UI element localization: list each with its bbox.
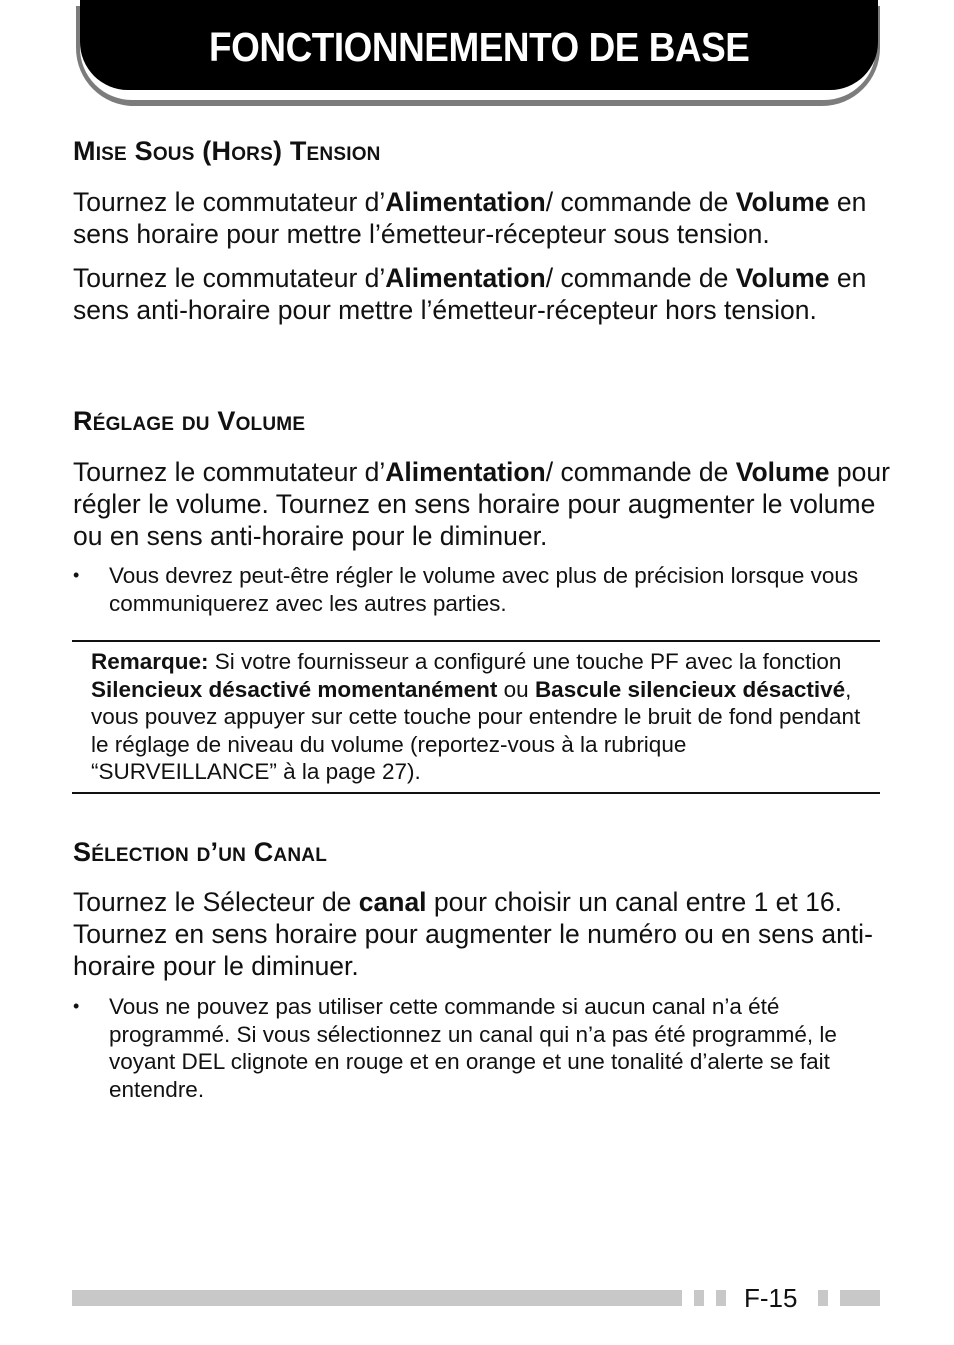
power-on-paragraph: Tournez le commutateur d’Alimentation/ commande de Volume en sens horaire pour mettre l’émetteur-récepteur sous tension. [73,187,867,249]
page-title: FONCTIONNEMENTO DE BASE [208,23,750,70]
bullet-text: Vous ne pouvez pas utiliser cette commande si aucun canal n’a été programmé. Si vous sélectionnez un canal qui n’a pas été programmé, le voyant DEL clignote en rouge et en orange et une tonalité d’alerte se fait entendre. [109,994,837,1102]
footer-bar-left [72,1290,682,1306]
bullet-marker: • [73,565,80,585]
bullet-marker: • [73,996,80,1016]
note-box [72,640,880,794]
footer-square [716,1290,726,1306]
footer-square [818,1290,828,1306]
power-off-paragraph: Tournez le commutateur d’Alimentation/ commande de Volume en sens anti-horaire pour mettre l’émetteur-récepteur hors tension. [73,263,867,325]
section-heading-power: Mise Sous (Hors) Tension [73,136,381,166]
footer-square [694,1290,704,1306]
footer-bar-right [840,1290,880,1306]
channel-paragraph: Tournez le Sélecteur de canal pour choisir un canal entre 1 et 16. Tournez en sens horaire pour augmenter le numéro ou en sens anti-horaire pour le diminuer. [73,887,873,981]
section-heading-volume: Réglage du Volume [73,406,306,436]
volume-paragraph: Tournez le commutateur d’Alimentation/ commande de Volume pour régler le volume. Tournez en sens horaire pour augmenter le volume ou en sens anti-horaire pour le diminuer. [73,457,890,551]
section-heading-channel: Sélection d’un Canal [73,837,328,867]
header-banner [80,0,878,90]
note-label: Remarque: [91,649,209,674]
note-text: Remarque: Si votre fournisseur a configuré une touche PF avec la fonction Silencieux désactivé momentanément ou Bascule silencieux désactivé, vous pouvez appuyer sur cette touche pour entendre le bruit de fond pendant le réglage de niveau du volume (reportez-vous à la rubrique “SURVEILLANCE” à la page 27). [91,649,861,784]
page-number: F-15 [744,1283,798,1313]
bullet-text: Vous devrez peut-être régler le volume avec plus de précision lorsque vous communiquerez avec les autres parties. [109,563,859,616]
